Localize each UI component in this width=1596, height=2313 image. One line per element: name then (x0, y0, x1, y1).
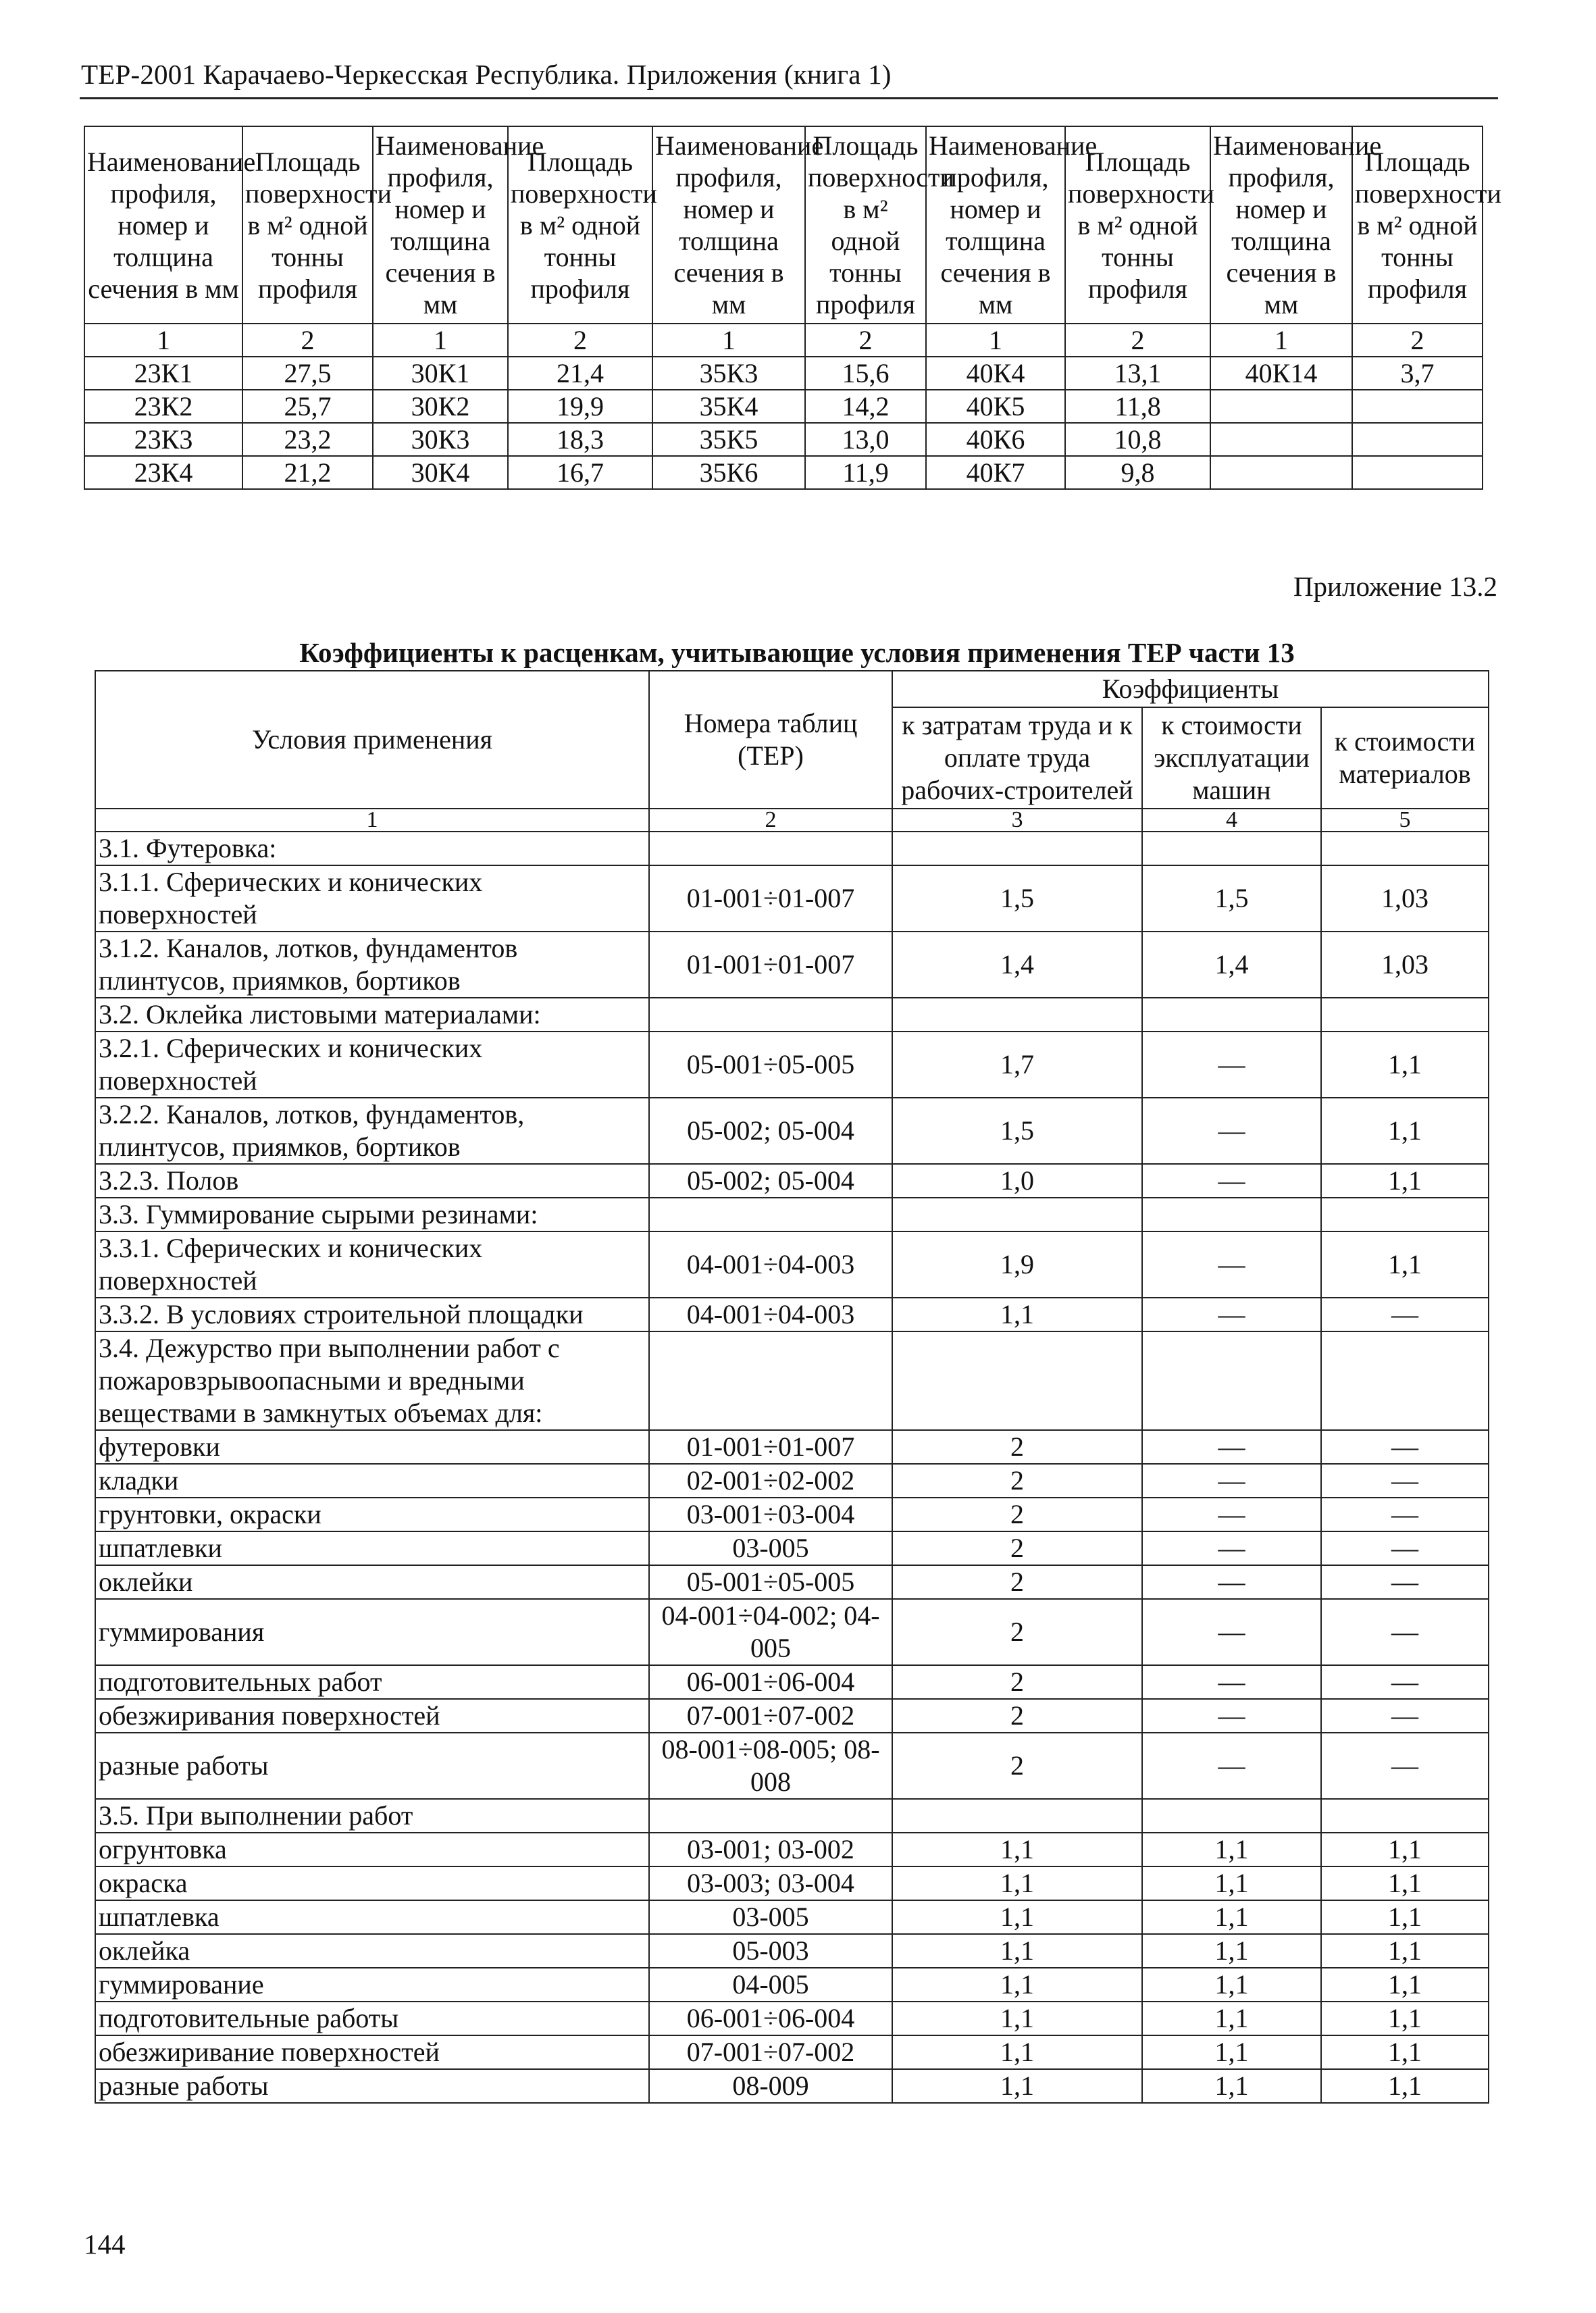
column-number: 2 (1352, 324, 1483, 357)
table-number-cell (649, 832, 892, 865)
condition-cell: 3.2. Оклейка листовыми материалами: (95, 998, 649, 1032)
machine-coef-cell: 1,1 (1142, 1934, 1321, 1968)
header-profile: Наименование профиля, номер и толщина сечения в мм (1210, 126, 1352, 324)
labor-coef-cell (892, 998, 1142, 1032)
condition-cell: 3.3. Гуммирование сырыми резинами: (95, 1198, 649, 1231)
table-row (95, 1430, 1489, 1464)
column-number: 3 (892, 809, 1142, 832)
profile-name-cell: 23К1 (84, 357, 242, 390)
machine-coef-cell: 1,1 (1142, 1968, 1321, 2002)
material-coef-cell: 1,1 (1321, 1968, 1489, 2002)
table-number-cell: 01-001÷01-007 (649, 932, 892, 998)
labor-coef-cell: 1,1 (892, 2069, 1142, 2103)
material-coef-cell: — (1321, 1665, 1489, 1699)
area-value-cell: 21,4 (508, 357, 652, 390)
table-number-cell (649, 1331, 892, 1430)
machine-coef-cell: 1,5 (1142, 865, 1321, 932)
table-number-cell (649, 1799, 892, 1833)
machine-coef-cell: — (1142, 1599, 1321, 1665)
material-coef-cell: 1,1 (1321, 1164, 1489, 1198)
material-coef-cell: 1,1 (1321, 2002, 1489, 2035)
condition-cell: 3.4. Дежурство при выполнении работ с пожаровзрывоопасными и вредными веществами в замкнутых объемах для: (95, 1331, 649, 1430)
labor-coef-cell: 2 (892, 1699, 1142, 1733)
condition-cell: разные работы (95, 1733, 649, 1799)
area-value-cell: 9,8 (1065, 456, 1210, 489)
machine-coef-cell (1142, 1331, 1321, 1430)
condition-cell: 3.5. При выполнении работ (95, 1799, 649, 1833)
machine-coef-cell (1142, 832, 1321, 865)
condition-cell: окраска (95, 1866, 649, 1900)
machine-coef-cell: — (1142, 1733, 1321, 1799)
area-value-cell: 11,8 (1065, 390, 1210, 423)
profile-name-cell: 40К14 (1210, 357, 1352, 390)
column-number: 1 (926, 324, 1065, 357)
material-coef-cell: 1,1 (1321, 1900, 1489, 1934)
table-number-cell: 01-001÷01-007 (649, 1430, 892, 1464)
table-number-cell: 03-003; 03-004 (649, 1866, 892, 1900)
table-row (95, 1464, 1489, 1498)
header-area: Площадь поверхности в м² одной тонны профиля (1065, 126, 1210, 324)
condition-cell: разные работы (95, 2069, 649, 2103)
table-number-cell: 05-002; 05-004 (649, 1164, 892, 1198)
condition-cell: гуммирования (95, 1599, 649, 1665)
machine-coef-cell: 1,4 (1142, 932, 1321, 998)
profile-name-cell: 35К6 (652, 456, 805, 489)
machine-coef-cell: — (1142, 1098, 1321, 1164)
condition-cell: грунтовки, окраски (95, 1498, 649, 1531)
material-coef-cell: 1,1 (1321, 1833, 1489, 1866)
labor-coef-cell: 1,1 (892, 2035, 1142, 2069)
coef-table-title: Коэффициенты к расценкам, учитывающие условия применения ТЕР части 13 (299, 637, 1295, 668)
condition-cell: 3.3.1. Сферических и конических поверхностей (95, 1231, 649, 1298)
labor-coef-cell: 1,9 (892, 1231, 1142, 1298)
table-number-cell (649, 1198, 892, 1231)
table-row (95, 1531, 1489, 1565)
table-number-cell: 03-001; 03-002 (649, 1833, 892, 1866)
material-coef-cell (1321, 1331, 1489, 1430)
labor-coef-cell: 2 (892, 1665, 1142, 1699)
table-row (95, 1866, 1489, 1900)
area-value-cell: 23,2 (242, 423, 373, 456)
condition-cell: гуммирование (95, 1968, 649, 2002)
material-coef-cell: 1,1 (1321, 1934, 1489, 1968)
labor-coef-cell: 1,5 (892, 865, 1142, 932)
header-area: Площадь поверхности в м² одной тонны профиля (508, 126, 652, 324)
profiles-table (84, 126, 1501, 490)
area-value-cell: 3,7 (1352, 357, 1483, 390)
labor-coef-cell: 1,7 (892, 1032, 1142, 1098)
material-coef-cell (1321, 1198, 1489, 1231)
table-number-cell: 08-009 (649, 2069, 892, 2103)
machine-coef-cell: 1,1 (1142, 1833, 1321, 1866)
table-row (95, 865, 1489, 932)
labor-coef-cell: 1,1 (892, 1298, 1142, 1331)
column-number: 2 (805, 324, 926, 357)
condition-cell: огрунтовка (95, 1833, 649, 1866)
profile-name-cell: 30К1 (373, 357, 508, 390)
table-number-cell: 04-001÷04-003 (649, 1231, 892, 1298)
table-row (95, 1565, 1489, 1599)
material-coef-cell: — (1321, 1464, 1489, 1498)
table-row (95, 1231, 1489, 1298)
table-row (95, 1900, 1489, 1934)
labor-coef-cell: 2 (892, 1599, 1142, 1665)
material-coef-cell: — (1321, 1430, 1489, 1464)
condition-cell: кладки (95, 1464, 649, 1498)
labor-coef-cell: 1,1 (892, 1866, 1142, 1900)
column-number: 2 (508, 324, 652, 357)
table-row (95, 1098, 1489, 1164)
machine-coef-cell: 1,1 (1142, 1866, 1321, 1900)
profile-name-cell (1210, 390, 1352, 423)
machine-coef-cell: — (1142, 1032, 1321, 1098)
labor-coef-cell: 2 (892, 1430, 1142, 1464)
material-coef-cell: — (1321, 1565, 1489, 1599)
profile-name-cell: 23К2 (84, 390, 242, 423)
table-row (84, 423, 1483, 456)
labor-coef-cell: 1,5 (892, 1098, 1142, 1164)
table-number-cell: 06-001÷06-004 (649, 2002, 892, 2035)
material-coef-cell (1321, 832, 1489, 865)
area-value-cell: 16,7 (508, 456, 652, 489)
material-coef-cell: 1,1 (1321, 2069, 1489, 2103)
labor-coef-cell: 1,4 (892, 932, 1142, 998)
table-row (84, 390, 1483, 423)
machine-coef-cell (1142, 998, 1321, 1032)
table-row (95, 1968, 1489, 2002)
table-number-cell: 08-001÷08-005; 08-008 (649, 1733, 892, 1799)
machine-coef-cell: — (1142, 1498, 1321, 1531)
page-number: 144 (84, 2229, 126, 2260)
table-number-cell: 04-005 (649, 1968, 892, 2002)
table-number-cell: 03-001÷03-004 (649, 1498, 892, 1531)
labor-coef-cell (892, 1799, 1142, 1833)
condition-cell: 3.2.2. Каналов, лотков, фундаментов, плинтусов, приямков, бортиков (95, 1098, 649, 1164)
profile-name-cell: 30К3 (373, 423, 508, 456)
profile-name-cell: 35К4 (652, 390, 805, 423)
area-value-cell: 13,0 (805, 423, 926, 456)
profile-name-cell: 40К6 (926, 423, 1065, 456)
column-number: 1 (373, 324, 508, 357)
header-area: Площадь поверхности в м² одной тонны профиля (805, 126, 926, 324)
column-number: 4 (1142, 809, 1321, 832)
labor-coef-cell: 2 (892, 1464, 1142, 1498)
table-row (95, 1331, 1489, 1430)
table-number-cell (649, 998, 892, 1032)
page-header-title: ТЕР-2001 Карачаево-Черкесская Республика. Приложения (книга 1) (81, 59, 892, 90)
condition-cell: оклейки (95, 1565, 649, 1599)
header-profile: Наименование профиля, номер и толщина сечения в мм (373, 126, 508, 324)
labor-coef-cell: 2 (892, 1565, 1142, 1599)
table-number-cell: 04-001÷04-003 (649, 1298, 892, 1331)
header-machines: к стоимости эксплуатации машин (1142, 707, 1321, 809)
condition-cell: обезжиривания поверхностей (95, 1699, 649, 1733)
table-row (84, 456, 1483, 489)
labor-coef-cell: 1,1 (892, 1968, 1142, 2002)
profile-name-cell (1210, 456, 1352, 489)
table-row (95, 1599, 1489, 1665)
column-number: 5 (1321, 809, 1489, 832)
header-profile: Наименование профиля, номер и толщина сечения в мм (84, 126, 242, 324)
table-number-cell: 03-005 (649, 1900, 892, 1934)
material-coef-cell: 1,1 (1321, 1231, 1489, 1298)
table-number-cell: 05-001÷05-005 (649, 1565, 892, 1599)
material-coef-cell: — (1321, 1531, 1489, 1565)
table-row (95, 2069, 1489, 2103)
material-coef-cell: 1,1 (1321, 2035, 1489, 2069)
profile-name-cell: 30К2 (373, 390, 508, 423)
material-coef-cell (1321, 1799, 1489, 1833)
area-value-cell: 27,5 (242, 357, 373, 390)
column-number: 1 (84, 324, 242, 357)
area-value-cell (1352, 456, 1483, 489)
condition-cell: футеровки (95, 1430, 649, 1464)
table-row (84, 357, 1483, 390)
labor-coef-cell: 2 (892, 1733, 1142, 1799)
machine-coef-cell: 1,1 (1142, 2002, 1321, 2035)
labor-coef-cell (892, 832, 1142, 865)
labor-coef-cell (892, 1331, 1142, 1430)
table-row (95, 1799, 1489, 1833)
column-number: 1 (1210, 324, 1352, 357)
table-row (95, 1733, 1489, 1799)
machine-coef-cell: — (1142, 1531, 1321, 1565)
table-row (95, 2002, 1489, 2035)
table-row (95, 2035, 1489, 2069)
material-coef-cell: 1,1 (1321, 1032, 1489, 1098)
header-area: Площадь поверхности в м² одной тонны профиля (1352, 126, 1483, 324)
table-row (95, 832, 1489, 865)
profiles-header-row (84, 126, 1483, 324)
machine-coef-cell (1142, 1799, 1321, 1833)
material-coef-cell: — (1321, 1498, 1489, 1531)
profile-name-cell: 40К4 (926, 357, 1065, 390)
condition-cell: 3.2.1. Сферических и конических поверхностей (95, 1032, 649, 1098)
profile-name-cell: 35К3 (652, 357, 805, 390)
area-value-cell (1352, 390, 1483, 423)
table-row (95, 1934, 1489, 1968)
table-number-cell: 05-002; 05-004 (649, 1098, 892, 1164)
material-coef-cell: 1,1 (1321, 1866, 1489, 1900)
machine-coef-cell: — (1142, 1231, 1321, 1298)
material-coef-cell: — (1321, 1733, 1489, 1799)
condition-cell: шпатлевки (95, 1531, 649, 1565)
table-number-cell: 07-001÷07-002 (649, 1699, 892, 1733)
area-value-cell: 18,3 (508, 423, 652, 456)
condition-cell: оклейка (95, 1934, 649, 1968)
header-area: Площадь поверхности в м² одной тонны профиля (242, 126, 373, 324)
table-number-cell: 04-001÷04-002; 04-005 (649, 1599, 892, 1665)
area-value-cell (1352, 423, 1483, 456)
profile-name-cell: 23К4 (84, 456, 242, 489)
machine-coef-cell (1142, 1198, 1321, 1231)
condition-cell: шпатлевка (95, 1900, 649, 1934)
header-materials: к стоимости материалов (1321, 707, 1489, 809)
machine-coef-cell: 1,1 (1142, 1900, 1321, 1934)
profile-name-cell: 35К5 (652, 423, 805, 456)
area-value-cell: 10,8 (1065, 423, 1210, 456)
table-row (95, 1198, 1489, 1231)
profiles-col-number-row (84, 324, 1483, 357)
table-row (95, 1298, 1489, 1331)
condition-cell: подготовительных работ (95, 1665, 649, 1699)
column-number: 2 (242, 324, 373, 357)
column-number: 2 (649, 809, 892, 832)
labor-coef-cell: 1,1 (892, 1900, 1142, 1934)
area-value-cell: 11,9 (805, 456, 926, 489)
area-value-cell: 14,2 (805, 390, 926, 423)
machine-coef-cell: — (1142, 1430, 1321, 1464)
table-row (95, 1665, 1489, 1699)
table-number-cell: 03-005 (649, 1531, 892, 1565)
labor-coef-cell: 1,1 (892, 1934, 1142, 1968)
table-number-cell: 02-001÷02-002 (649, 1464, 892, 1498)
material-coef-cell: 1,03 (1321, 865, 1489, 932)
area-value-cell: 25,7 (242, 390, 373, 423)
labor-coef-cell: 2 (892, 1498, 1142, 1531)
machine-coef-cell: 1,1 (1142, 2069, 1321, 2103)
profile-name-cell: 40К7 (926, 456, 1065, 489)
table-number-cell: 05-003 (649, 1934, 892, 1968)
header-labor: к затратам труда и к оплате труда рабочих-строителей (892, 707, 1142, 809)
profile-name-cell: 23К3 (84, 423, 242, 456)
machine-coef-cell: — (1142, 1699, 1321, 1733)
machine-coef-cell: — (1142, 1464, 1321, 1498)
area-value-cell: 15,6 (805, 357, 926, 390)
condition-cell: 3.3.2. В условиях строительной площадки (95, 1298, 649, 1331)
table-row (95, 1699, 1489, 1733)
area-value-cell: 13,1 (1065, 357, 1210, 390)
table-number-cell: 07-001÷07-002 (649, 2035, 892, 2069)
material-coef-cell (1321, 998, 1489, 1032)
header-conditions: Условия применения (95, 671, 649, 809)
table-row (95, 1032, 1489, 1098)
material-coef-cell: — (1321, 1699, 1489, 1733)
condition-cell: 3.1.2. Каналов, лотков, фундаментов плинтусов, приямков, бортиков (95, 932, 649, 998)
labor-coef-cell: 1,0 (892, 1164, 1142, 1198)
header-table-numbers: Номера таблиц (ТЕР) (649, 671, 892, 809)
appendix-label: Приложение 13.2 (1293, 571, 1497, 602)
machine-coef-cell: — (1142, 1665, 1321, 1699)
condition-cell: подготовительные работы (95, 2002, 649, 2035)
labor-coef-cell (892, 1198, 1142, 1231)
header-coefficients: Коэффициенты (892, 671, 1489, 707)
table-number-cell: 01-001÷01-007 (649, 865, 892, 932)
material-coef-cell: — (1321, 1599, 1489, 1665)
table-row (95, 932, 1489, 998)
profile-name-cell: 40К5 (926, 390, 1065, 423)
table-row (95, 1833, 1489, 1866)
labor-coef-cell: 2 (892, 1531, 1142, 1565)
table-row (95, 998, 1489, 1032)
machine-coef-cell: — (1142, 1298, 1321, 1331)
condition-cell: обезжиривание поверхностей (95, 2035, 649, 2069)
labor-coef-cell: 1,1 (892, 2002, 1142, 2035)
machine-coef-cell: — (1142, 1565, 1321, 1599)
header-rule (80, 97, 1498, 99)
table-number-cell: 06-001÷06-004 (649, 1665, 892, 1699)
material-coef-cell: — (1321, 1298, 1489, 1331)
profile-name-cell: 30К4 (373, 456, 508, 489)
table-row (95, 1164, 1489, 1198)
profile-name-cell (1210, 423, 1352, 456)
machine-coef-cell: — (1142, 1164, 1321, 1198)
condition-cell: 3.2.3. Полов (95, 1164, 649, 1198)
material-coef-cell: 1,03 (1321, 932, 1489, 998)
condition-cell: 3.1. Футеровка: (95, 832, 649, 865)
area-value-cell: 19,9 (508, 390, 652, 423)
column-number: 2 (1065, 324, 1210, 357)
machine-coef-cell: 1,1 (1142, 2035, 1321, 2069)
material-coef-cell: 1,1 (1321, 1098, 1489, 1164)
area-value-cell: 21,2 (242, 456, 373, 489)
header-profile: Наименование профиля, номер и толщина сечения в мм (926, 126, 1065, 324)
table-row (95, 1498, 1489, 1531)
coefficients-table (95, 670, 1489, 2104)
table-number-cell: 05-001÷05-005 (649, 1032, 892, 1098)
labor-coef-cell: 1,1 (892, 1833, 1142, 1866)
condition-cell: 3.1.1. Сферических и конических поверхностей (95, 865, 649, 932)
column-number: 1 (95, 809, 649, 832)
column-number: 1 (652, 324, 805, 357)
header-profile: Наименование профиля, номер и толщина сечения в мм (652, 126, 805, 324)
